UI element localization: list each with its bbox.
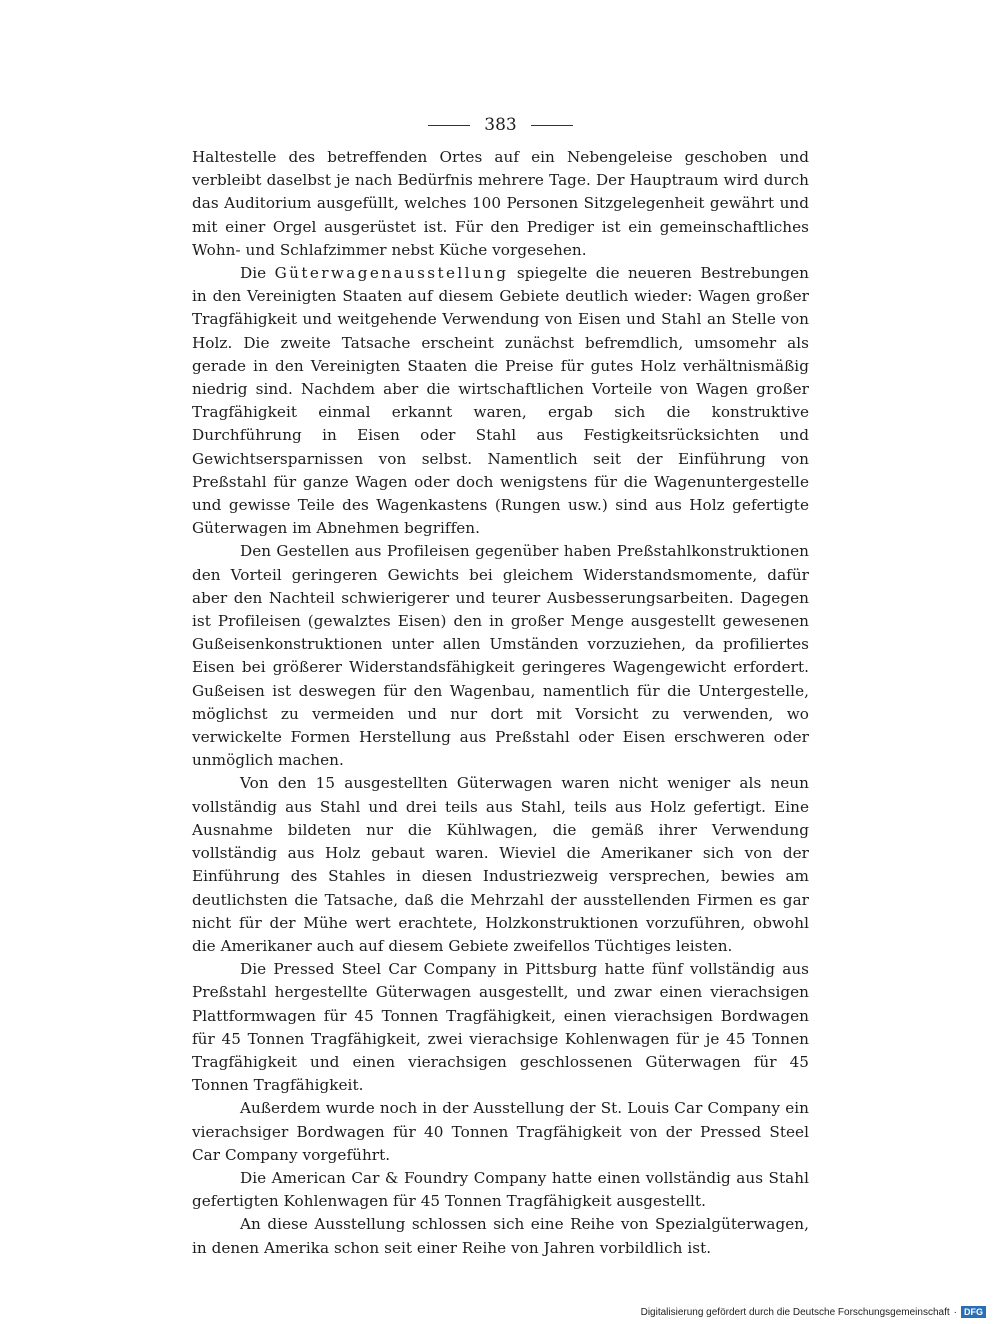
paragraph-text: Haltestelle des betreffenden Ortes auf ein Nebengeleise geschoben und verbleibt daselbst je nach Bedürfnis mehrere Tage. Der Hauptraum wird durch das Auditorium ausgefüllt, welches 100 Personen Sitzgelegenheit gewährt und mit einer Orgel ausgerüstet ist. Für den Prediger ist ein gemeinschaftliches Wohn- und Schlafzimmer nebst Küche vorgesehen. xyxy=(192,148,809,259)
paragraph xyxy=(192,540,809,772)
paragraph xyxy=(192,1213,809,1259)
paragraph xyxy=(192,146,809,262)
paragraph xyxy=(192,1167,809,1213)
emphasized-term: Güterwagenausstellung xyxy=(274,264,509,283)
paragraph xyxy=(192,262,809,540)
paragraph-text: Die American Car & Foundry Company hatte einen vollständig aus Stahl gefertigten Kohlenwagen für 45 Tonnen Tragfähigkeit ausgestellt. xyxy=(192,1168,809,1211)
text-body xyxy=(192,146,809,1260)
page-number: 383 xyxy=(484,115,517,135)
paragraph-text: Von den 15 ausgestellten Güterwagen waren nicht weniger als neun vollständig aus Stahl und drei teils aus Stahl, teils aus Holz gefertigt. Eine Ausnahme bildeten nur die Kühlwagen, die gemäß ihrer Verwendung vollständig aus Holz gebaut waren. Wieviel die Amerikaner sich von der Einführung des Stahles in diesen Industriezweig versprechen, bewies am deutlichsten die Tatsache, daß die Mehrzahl der ausstellenden Firmen es gar nicht für der Mühe wert erachtete, Holzkonstruktionen vorzuführen, obwohl die Amerikaner auch auf diesem Gebiete zweifellos Tüchtiges leisten. xyxy=(192,774,809,955)
paragraph-text: spiegelte die neueren Bestrebungen in den Vereinigten Staaten auf diesem Gebiete deutlich wieder: Wagen großer Tragfähigkeit und weitgehende Verwendung von Eisen und Stahl an Stelle von Holz. Die zweite Tatsache erscheint zunächst befremdlich, umsomehr als gerade in den Vereinigten Staaten die Preise für gutes Holz verhältnismäßig niedrig sind. Nachdem aber die wirtschaftlichen Vorteile von Wagen großer Tragfähigkeit einmal erkannt waren, ergab sich die konstruktive Durchführung in Eisen oder Stahl aus Festigkeitsrücksichten und Gewichtsersparnissen von selbst. Namentlich seit der Einführung von Preßstahl für ganze Wagen oder doch wenigstens für die Wagenuntergestelle und gewisse Teile des Wagenkastens (Rungen usw.) sind aus Holz gefertigte Güterwagen im Abnehmen begriffen. xyxy=(192,264,809,538)
page-header xyxy=(192,112,809,138)
paragraph-text: Den Gestellen aus Profileisen gegenüber haben Preßstahlkonstruktionen den Vorteil geringeren Gewichts bei gleichem Widerstandsmomente, dafür aber den Nachteil schwierigerer und teurer Ausbesserungsarbeiten. Dagegen ist Profileisen (gewalztes Eisen) den in großer Menge ausgestellt gewesenen Gußeisenkonstruktionen unter allen Umständen vorzuziehen, da profiliertes Eisen bei größerer Widerstandsfähigkeit geringeres Wagengewicht erfordert. Gußeisen ist deswegen für den Wagenbau, namentlich für die Untergestelle, möglichst zu vermeiden und nur dort mit Vorsicht zu verwenden, wo verwickelte Formen Herstellung aus Preßstahl oder Eisen erschweren oder unmöglich machen. xyxy=(192,542,809,770)
page-body xyxy=(192,112,809,1260)
page-footer xyxy=(641,1306,986,1318)
footer-credit: Digitalisierung gefördert durch die Deutsche Forschungsgemeinschaft xyxy=(640,1306,950,1318)
footer-dot: · xyxy=(953,1306,957,1318)
paragraph-text: Außerdem wurde noch in der Ausstellung der St. Louis Car Company ein vierachsiger Bordwagen für 40 Tonnen Tragfähigkeit von der Pressed Steel Car Company vorgeführt. xyxy=(192,1099,809,1164)
paragraph xyxy=(192,772,809,958)
dfg-logo: DFG xyxy=(961,1306,986,1318)
header-rule-left xyxy=(428,125,470,126)
header-rule-right xyxy=(531,125,573,126)
paragraph-text: Die Pressed Steel Car Company in Pittsburg hatte fünf vollständig aus Preßstahl hergestellte Güterwagen ausgestellt, und zwar einen vierachsigen Plattformwagen für 45 Tonnen Tragfähigkeit, einen vierachsigen Bordwagen für 45 Tonnen Tragfähigkeit, zwei vierachsige Kohlenwagen für je 45 Tonnen Tragfähigkeit und einen vierachsigen geschlossenen Güterwagen für 45 Tonnen Tragfähigkeit. xyxy=(192,960,809,1095)
paragraph xyxy=(192,1097,809,1167)
paragraph-text: Die xyxy=(240,264,275,283)
paragraph-text: An diese Ausstellung schlossen sich eine Reihe von Spezialgüterwagen, in denen Amerika schon seit einer Reihe von Jahren vorbildlich ist. xyxy=(192,1215,809,1257)
paragraph xyxy=(192,958,809,1097)
